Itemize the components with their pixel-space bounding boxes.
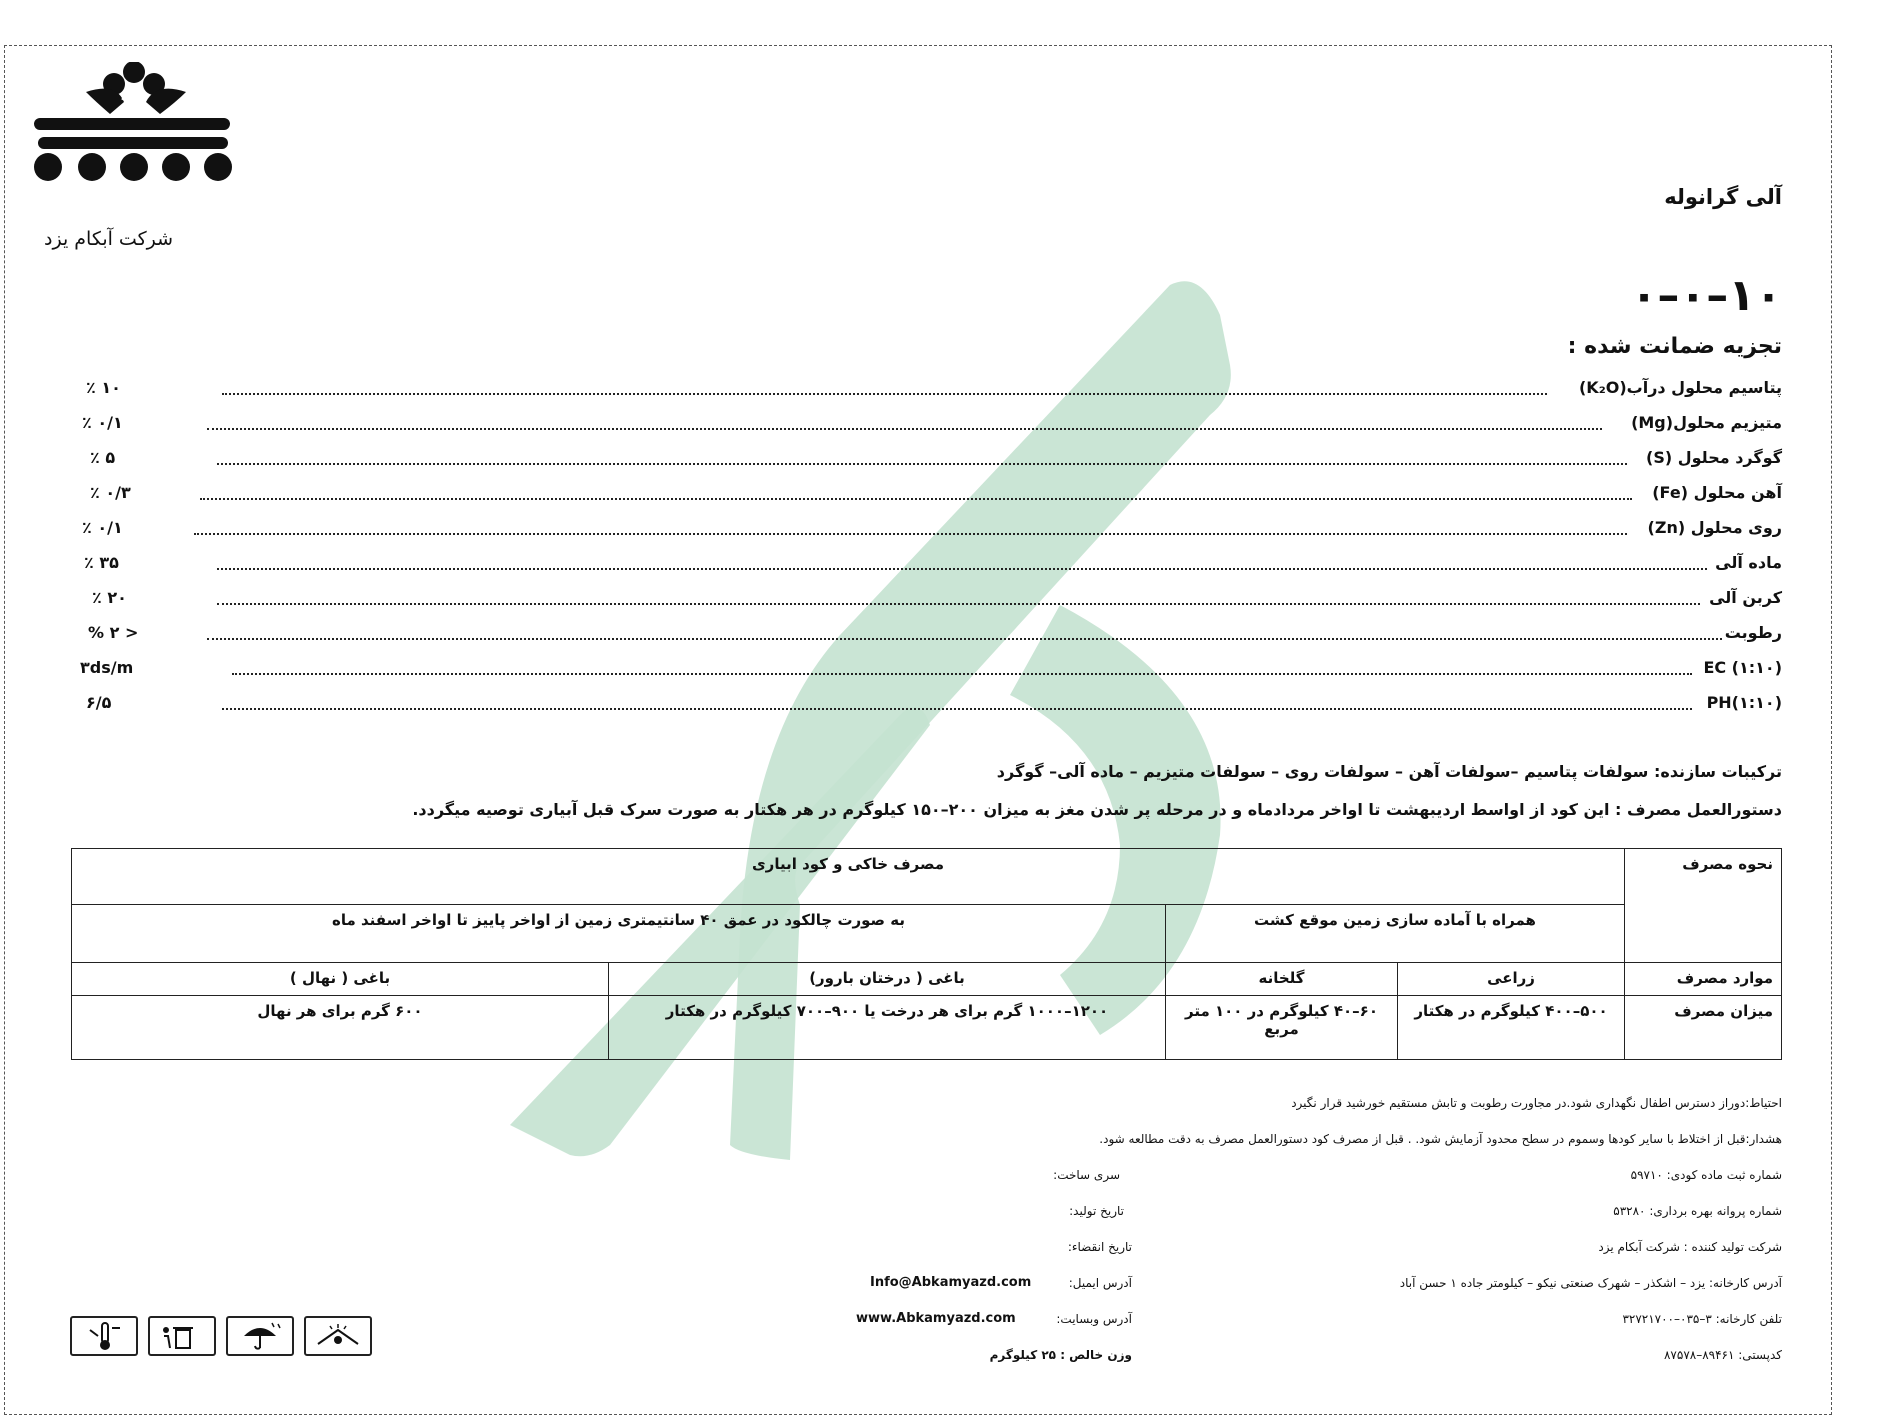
analysis-label: کربن آلی: [1709, 588, 1782, 607]
email-address[interactable]: Info@Abkamyazd.com: [870, 1275, 1032, 1290]
keep-away-sunlight-icon: [304, 1316, 372, 1356]
npk-formula: ۱۰–۰–۰: [1630, 270, 1782, 321]
caution-text: احتیاط:دوراز دسترس اطفال نگهداری شود.در مجاورت رطوبت و تابش مستقیم خورشید قرار نگیرد: [1291, 1096, 1782, 1110]
warning-text: هشدار:قبل از اختلاط با سایر کودها وسموم در سطح محدود آزمایش شود. . قبل از مصرف کود دستورالعمل مصرف به دقت مطالعه شود.: [1099, 1132, 1782, 1146]
analysis-row: [72, 483, 1782, 507]
analysis-label: متیزیم محلول(Mg): [1631, 413, 1782, 432]
analysis-label: پتاسیم محلول درآب(K₂O): [1578, 378, 1782, 397]
timing-orchard: به صورت چالکود در عمق ۴۰ سانتیمتری زمین از اواخر پاییز تا اواخر اسفند ماه: [72, 905, 1166, 963]
composition-text: ترکیبات سازنده: سولفات پتاسیم –سولفات آهن – سولفات روی – سولفات متیزیم – ماده آلی– گوگرد: [996, 762, 1782, 781]
amount-cell: ۶۰–۴۰ کیلوگرم در ۱۰۰ متر مربع: [1166, 996, 1398, 1060]
analysis-label: آهن محلول (Fe): [1652, 483, 1782, 502]
analysis-value: ۳۵ ٪: [84, 553, 119, 572]
factory-phone: تلفن کارخانه: ۳–۰۳۵–۳۲۷۲۱۷۰۰: [1622, 1312, 1782, 1326]
product-name: آلی گرانوله: [1664, 185, 1782, 209]
analysis-value: ۳ds/m: [80, 658, 134, 677]
analysis-value: ۰/۱ ٪: [82, 413, 123, 432]
amount-header: میزان مصرف: [1625, 996, 1782, 1060]
timing-field: همراه با آماده سازی زمین موقع کشت: [1166, 905, 1625, 963]
analysis-row: [72, 378, 1782, 402]
keep-dry-umbrella-icon: [226, 1316, 294, 1356]
amount-cell: ۶۰۰ گرم برای هر نهال: [72, 996, 609, 1060]
company-name: شرکت آبکام یزد: [44, 228, 174, 250]
usage-instructions: دستورالعمل مصرف : این کود از اواسط اردیبهشت تا اواخر مردادماه و در مرحله پر شدن مغز به میزان ۲۰۰–۱۵۰ کیلوگرم در هر هکتار به صورت سرک قبل آبیاری توصیه میگردد.: [412, 800, 1782, 819]
safety-icons: [70, 1316, 372, 1356]
analysis-label: رطوبت: [1724, 623, 1782, 642]
website-url[interactable]: www.Abkamyazd.com: [856, 1311, 1016, 1326]
analysis-label: ماده آلی: [1715, 553, 1782, 572]
registration-number: شماره ثبت ماده کودی: ۵۹۷۱۰: [1630, 1168, 1782, 1182]
analysis-row: [72, 553, 1782, 577]
expiry-date-label: تاریخ انقضاء:: [1067, 1240, 1132, 1254]
analysis-row: [72, 413, 1782, 437]
case-cell: باغی ( نهال ): [72, 963, 609, 996]
postal-code: کدپستی: ۸۹۴۶۱–۸۷۵۷۸: [1663, 1348, 1782, 1362]
analysis-value: ۶/۵: [86, 693, 112, 712]
analysis-row: [72, 518, 1782, 542]
application-table: [71, 848, 1782, 1060]
analysis-row: [72, 693, 1782, 717]
method-value: مصرف خاکی و کود ابیاری: [72, 849, 1625, 905]
analysis-label: روی محلول (Zn): [1647, 518, 1782, 537]
analysis-row: [72, 588, 1782, 612]
email-label: آدرس ایمیل:: [1068, 1276, 1132, 1290]
case-cell: باغی ( درختان بارور): [609, 963, 1166, 996]
series-label: سری ساخت:: [1053, 1168, 1120, 1182]
net-weight: وزن خالص : ۲۵ کیلوگرم: [989, 1348, 1132, 1362]
producer-name: شرکت تولید کننده : شرکت آبکام یزد: [1598, 1240, 1782, 1254]
temperature-icon: [70, 1316, 138, 1356]
cases-header: موارد مصرف: [1625, 963, 1782, 996]
license-number: شماره پروانه بهره برداری: ۵۳۲۸۰: [1613, 1204, 1782, 1218]
method-header: نحوه مصرف: [1625, 849, 1782, 963]
factory-address: آدرس کارخانه: یزد – اشکذر – شهرک صنعتی نیکو – کیلومتر جاده ۱ حسن آباد: [1399, 1276, 1782, 1290]
case-cell: گلخانه: [1166, 963, 1398, 996]
analysis-value: ۱۰ ٪: [86, 378, 121, 397]
analysis-row: [72, 448, 1782, 472]
analysis-value: ۲۰ ٪: [92, 588, 127, 607]
analysis-value: ۵ ٪: [90, 448, 116, 467]
analysis-row: [72, 658, 1782, 682]
analysis-label: گوگرد محلول (S): [1646, 448, 1782, 467]
company-logo-icon: [26, 62, 238, 182]
case-cell: زراعی: [1398, 963, 1625, 996]
analysis-row: [72, 623, 1782, 647]
analysis-label: EC (۱:۱۰): [1703, 658, 1782, 677]
analysis-value: ۰/۱ ٪: [82, 518, 123, 537]
analysis-value: ۰/۳ ٪: [90, 483, 131, 502]
analysis-value: < ۲ %: [88, 623, 139, 642]
trash-bin-icon: [148, 1316, 216, 1356]
amount-cell: ۱۲۰۰–۱۰۰۰ گرم برای هر درخت یا ۹۰۰–۷۰۰ کیلوگرم در هکتار: [609, 996, 1166, 1060]
website-label: آدرس وبسایت:: [1056, 1312, 1132, 1326]
production-date-label: تاریخ تولید:: [1069, 1204, 1124, 1218]
amount-cell: ۵۰۰–۴۰۰ کیلوگرم در هکتار: [1398, 996, 1625, 1060]
analysis-label: PH(۱:۱۰): [1706, 693, 1782, 712]
guaranteed-analysis-title: تجزیه ضمانت شده :: [1567, 334, 1782, 359]
